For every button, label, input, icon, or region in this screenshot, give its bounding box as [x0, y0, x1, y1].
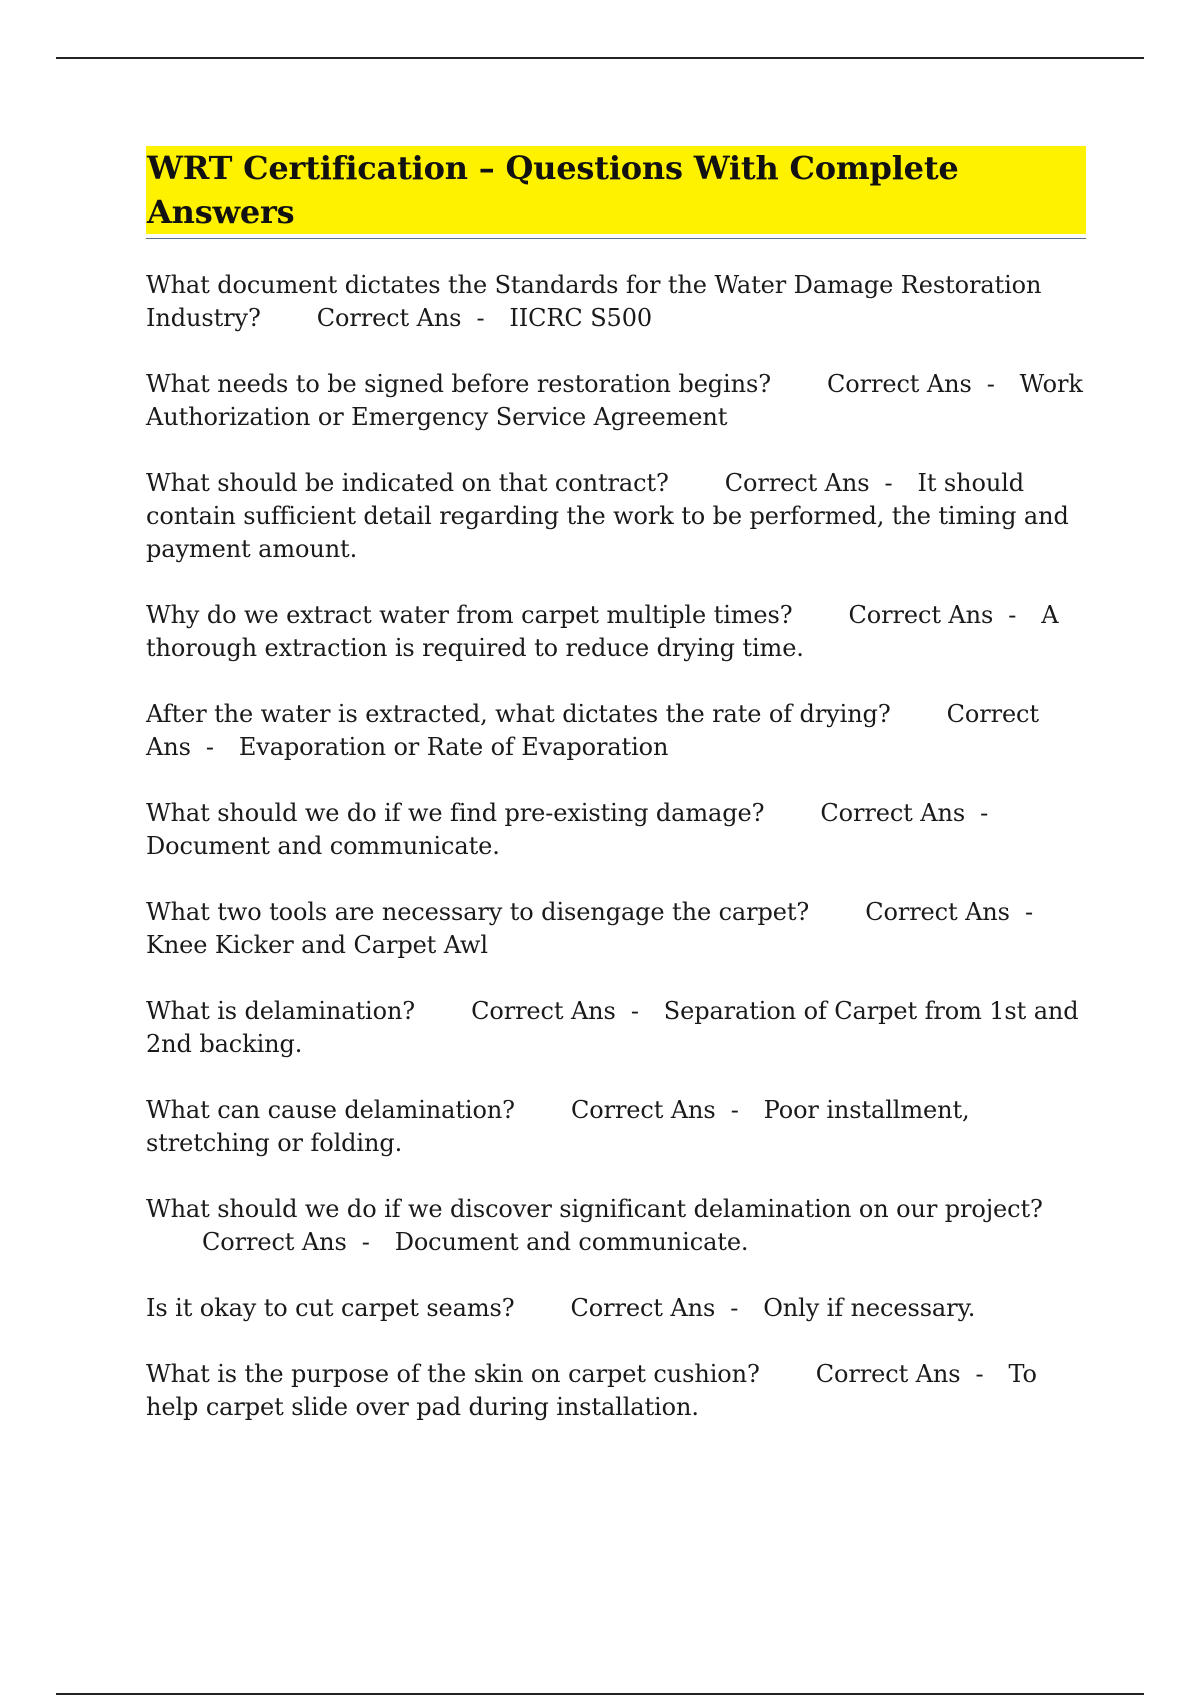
answer-text: It should contain sufficient detail regarding the work to be performed, the timing and payment amount.: [146, 469, 1069, 563]
answer-text: Only if necessary.: [763, 1294, 976, 1322]
answer-dash: -: [884, 469, 893, 497]
question-text: What is delamination?: [146, 997, 416, 1025]
answer-text: Document and communicate.: [146, 832, 500, 860]
document-body: [146, 146, 1086, 1457]
answer-dash: -: [1024, 898, 1033, 926]
qa-item: [146, 797, 1086, 863]
qa-item: [146, 599, 1086, 665]
answer-text: To help carpet slide over pad during installation.: [146, 1360, 1037, 1421]
answer-text: Evaporation or Rate of Evaporation: [238, 733, 669, 761]
question-text: What is the purpose of the skin on carpet cushion?: [146, 1360, 760, 1388]
question-text: What should we do if we discover significant delamination on our project?: [146, 1195, 1043, 1223]
document-title: WRT Certification – Questions With Complete Answers: [146, 146, 1086, 234]
qa-item: [146, 467, 1086, 566]
question-text: What two tools are necessary to disengage the carpet?: [146, 898, 810, 926]
answer-label: Correct Ans: [826, 370, 972, 398]
question-text: What needs to be signed before restoration begins?: [146, 370, 771, 398]
answer-label: Correct Ans: [724, 469, 870, 497]
question-text: Why do we extract water from carpet multiple times?: [146, 601, 793, 629]
qa-item: [146, 1193, 1086, 1259]
answer-dash: -: [1008, 601, 1017, 629]
qa-item: [146, 896, 1086, 962]
answer-dash: -: [361, 1228, 370, 1256]
qa-item: [146, 1094, 1086, 1160]
answer-label: Correct Ans: [570, 1294, 716, 1322]
answer-dash: -: [980, 799, 989, 827]
qa-item: [146, 1358, 1086, 1424]
question-text: What should be indicated on that contract?: [146, 469, 669, 497]
answer-dash: -: [986, 370, 995, 398]
qa-item: [146, 368, 1086, 434]
answer-dash: -: [630, 997, 639, 1025]
question-text: What should we do if we find pre-existing damage?: [146, 799, 765, 827]
answer-text: Knee Kicker and Carpet Awl: [146, 931, 488, 959]
page-bottom-rule: [56, 1693, 1144, 1695]
answer-text: Separation of Carpet from 1st and 2nd backing.: [146, 997, 1079, 1058]
answer-label: Correct Ans: [865, 898, 1010, 926]
answer-text: A thorough extraction is required to reduce drying time.: [146, 601, 1059, 662]
answer-dash: -: [730, 1294, 739, 1322]
answer-text: Document and communicate.: [394, 1228, 749, 1256]
answer-dash: -: [975, 1360, 984, 1388]
page-top-rule: [56, 57, 1144, 59]
question-text: What document dictates the Standards for the Water Damage Restoration Industry?: [146, 271, 1042, 332]
answer-label: Correct Ans: [146, 700, 1039, 761]
question-text: After the water is extracted, what dictates the rate of drying?: [146, 700, 891, 728]
answer-dash: -: [730, 1096, 739, 1124]
qa-item: [146, 269, 1086, 335]
answer-label: Correct Ans: [848, 601, 994, 629]
question-text: Is it okay to cut carpet seams?: [146, 1294, 515, 1322]
answer-text: Work Authorization or Emergency Service Agreement: [146, 370, 1083, 431]
qa-item: [146, 698, 1086, 764]
answer-label: Correct Ans: [820, 799, 966, 827]
answer-dash: -: [476, 304, 485, 332]
answer-label: Correct Ans: [471, 997, 616, 1025]
answer-dash: -: [205, 733, 214, 761]
qa-item: [146, 1292, 1086, 1325]
answer-label: Correct Ans: [202, 1228, 347, 1256]
answer-text: Poor installment, stretching or folding.: [146, 1096, 970, 1157]
answer-text: IICRC S500: [509, 304, 653, 332]
answer-label: Correct Ans: [570, 1096, 716, 1124]
title-block: [146, 146, 1086, 239]
question-text: What can cause delamination?: [146, 1096, 515, 1124]
answer-label: Correct Ans: [316, 304, 462, 332]
answer-label: Correct Ans: [815, 1360, 961, 1388]
qa-item: [146, 995, 1086, 1061]
